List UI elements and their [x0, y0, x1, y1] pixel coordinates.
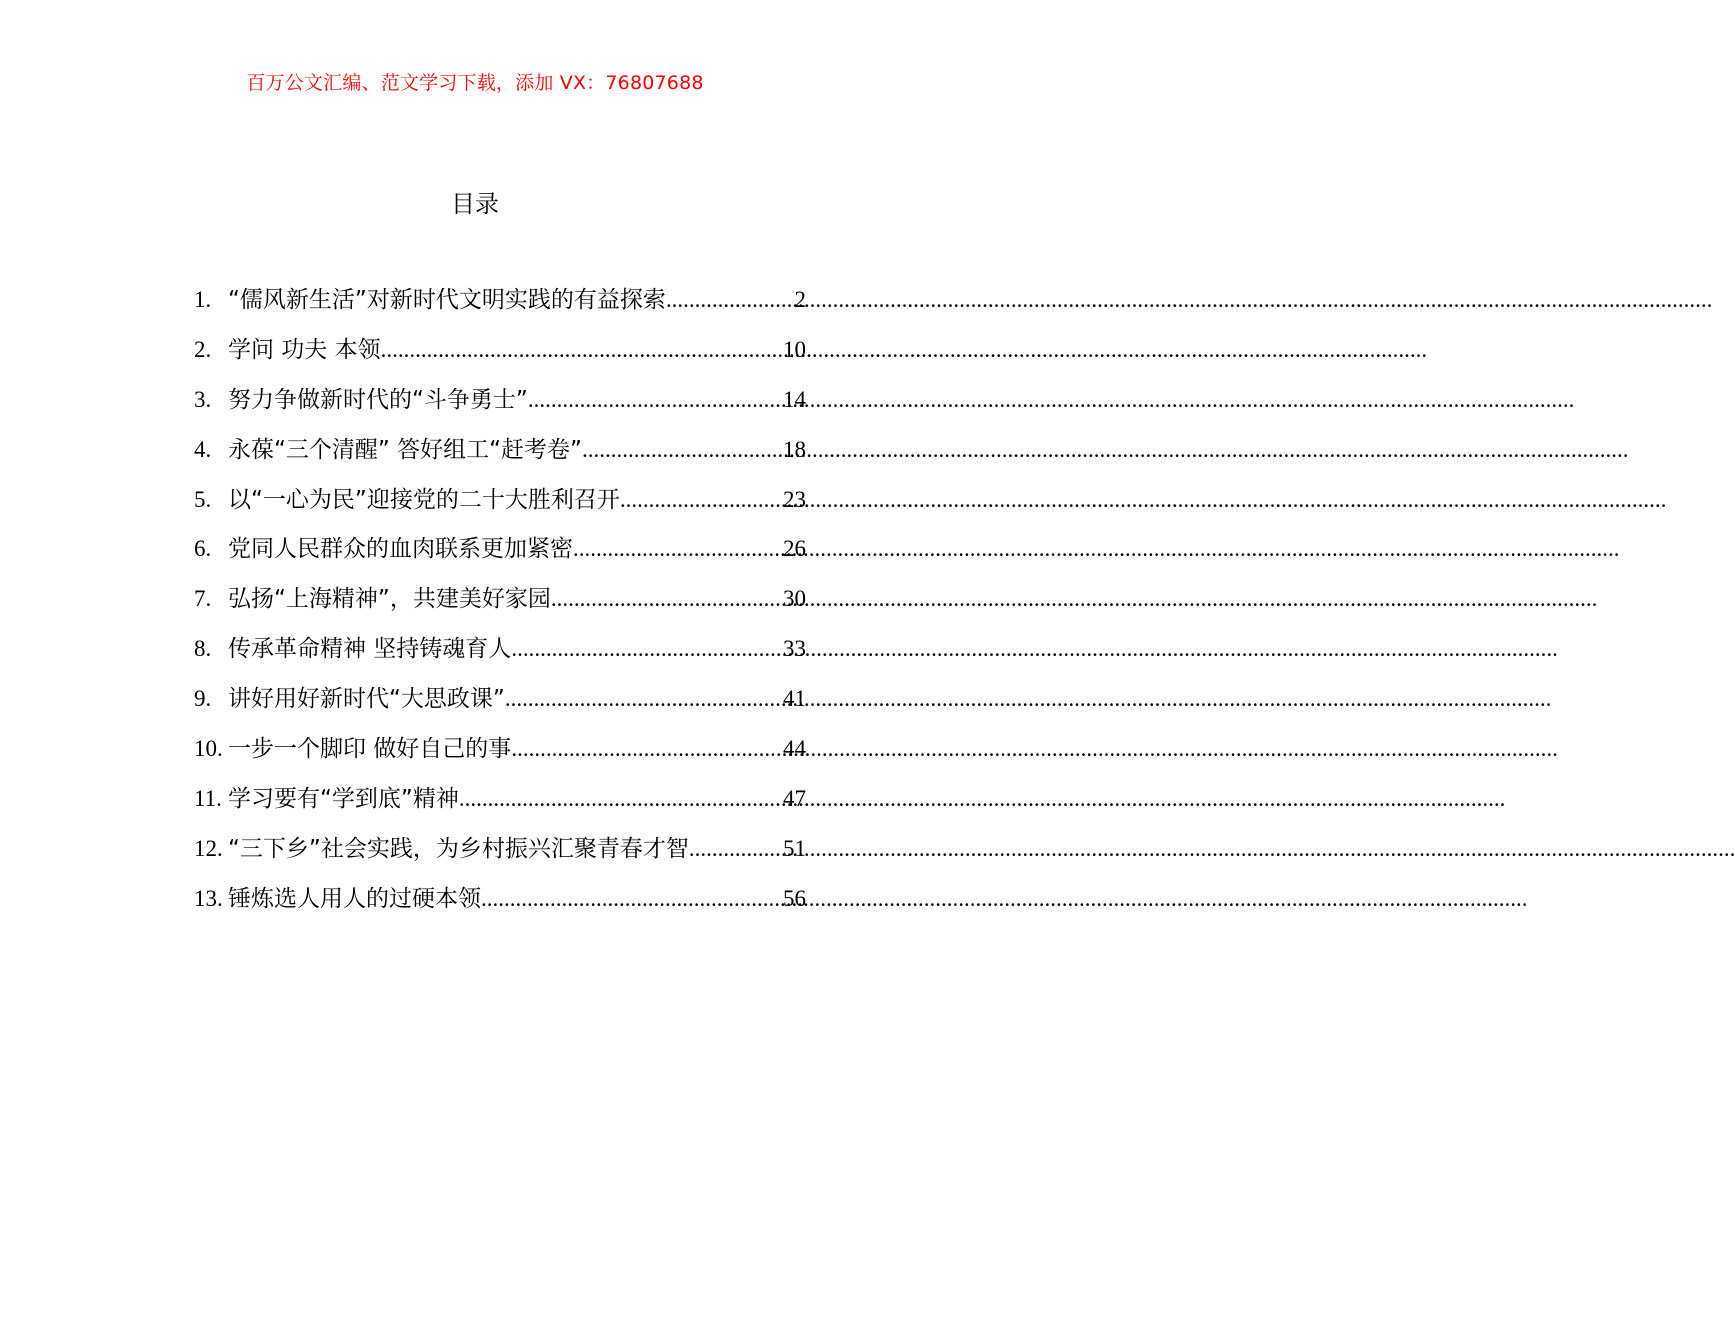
table-of-contents — [194, 281, 806, 930]
toc-entry-page: 44 — [783, 736, 806, 762]
toc-entry-page: 41 — [783, 686, 806, 712]
toc-entry-title: 学习要有“学到底”精神 — [228, 785, 459, 812]
toc-entry[interactable] — [194, 780, 806, 830]
toc-entry-number: 3. — [194, 386, 212, 412]
toc-entry-number: 10. — [194, 736, 223, 762]
toc-entry-number: 11. — [194, 785, 222, 811]
toc-entry-page: 33 — [783, 636, 806, 662]
toc-entry-page: 18 — [783, 436, 806, 462]
toc-dot-leader — [505, 686, 783, 712]
toc-entry-page: 56 — [783, 885, 806, 911]
toc-dot-leader — [481, 886, 783, 912]
toc-dot-leader — [666, 287, 795, 313]
toc-entry[interactable] — [194, 281, 806, 331]
toc-entry-page: 51 — [783, 835, 806, 861]
toc-entry-title: “儒风新生活”对新时代文明实践的有益探索 — [228, 287, 666, 313]
header-watermark-note: 百万公文汇编、范文学习下载，添加 VX：76807688 — [246, 72, 704, 94]
toc-entry-title: 努力争做新时代的“斗争勇士” — [228, 386, 528, 413]
toc-entry[interactable] — [194, 830, 806, 880]
toc-entry-title: 永葆“三个清醒” 答好组工“赶考卷” — [228, 436, 582, 463]
toc-entry-title: 锤炼选人用人的过硬本领 — [228, 885, 481, 912]
toc-entry[interactable] — [194, 331, 806, 381]
toc-entry-title: 一步一个脚印 做好自己的事 — [228, 736, 512, 763]
toc-entry-number: 8. — [194, 636, 212, 662]
toc-entry[interactable] — [194, 680, 806, 730]
toc-entry-number: 7. — [194, 586, 212, 612]
toc-entry-title: 传承革命精神 坚持铸魂育人 — [228, 636, 512, 663]
toc-entry-page: 30 — [783, 586, 806, 612]
toc-entry-number: 4. — [194, 436, 212, 462]
page-title: 目录 — [451, 190, 499, 218]
toc-dot-leader — [582, 437, 783, 463]
toc-entry[interactable] — [194, 880, 806, 930]
toc-entry[interactable] — [194, 431, 806, 481]
toc-entry[interactable] — [194, 381, 806, 431]
toc-entry-number: 5. — [194, 486, 212, 512]
toc-entry-page: 26 — [783, 536, 806, 562]
toc-dot-leader — [689, 836, 783, 862]
toc-entry-number: 6. — [194, 536, 212, 562]
toc-dot-leader — [459, 786, 783, 812]
toc-entry-page: 47 — [783, 785, 806, 811]
toc-dot-leader — [511, 636, 783, 662]
toc-entry-page: 10 — [783, 336, 806, 362]
toc-entry-page: 2 — [794, 287, 806, 312]
toc-dot-leader — [573, 536, 783, 562]
toc-dot-leader — [511, 736, 783, 762]
toc-entry-page: 23 — [783, 486, 806, 512]
toc-entry[interactable] — [194, 580, 806, 630]
toc-entry[interactable] — [194, 630, 806, 680]
toc-dot-leader — [381, 337, 783, 363]
toc-entry-number: 12. — [194, 835, 223, 861]
toc-dot-leader — [528, 387, 783, 413]
toc-entry-title: 弘扬“上海精神”，共建美好家园 — [228, 586, 551, 613]
toc-entry-title: 党同人民群众的血肉联系更加紧密 — [228, 536, 573, 563]
toc-entry-number: 1. — [194, 287, 212, 312]
toc-entry-number: 2. — [194, 336, 212, 362]
toc-entry-title: 学问 功夫 本领 — [228, 336, 381, 363]
toc-entry-page: 14 — [783, 386, 806, 412]
toc-entry[interactable] — [194, 481, 806, 531]
toc-entry-title: 讲好用好新时代“大思政课” — [228, 686, 505, 713]
toc-entry-number: 13. — [194, 885, 223, 911]
toc-entry-title: 以“一心为民”迎接党的二十大胜利召开 — [228, 486, 620, 513]
toc-entry-number: 9. — [194, 686, 212, 712]
toc-entry-title: “三下乡”社会实践，为乡村振兴汇聚青春才智 — [228, 835, 689, 862]
toc-dot-leader — [551, 586, 783, 612]
toc-entry[interactable] — [194, 730, 806, 780]
toc-dot-leader — [620, 487, 783, 513]
toc-entry[interactable] — [194, 530, 806, 580]
